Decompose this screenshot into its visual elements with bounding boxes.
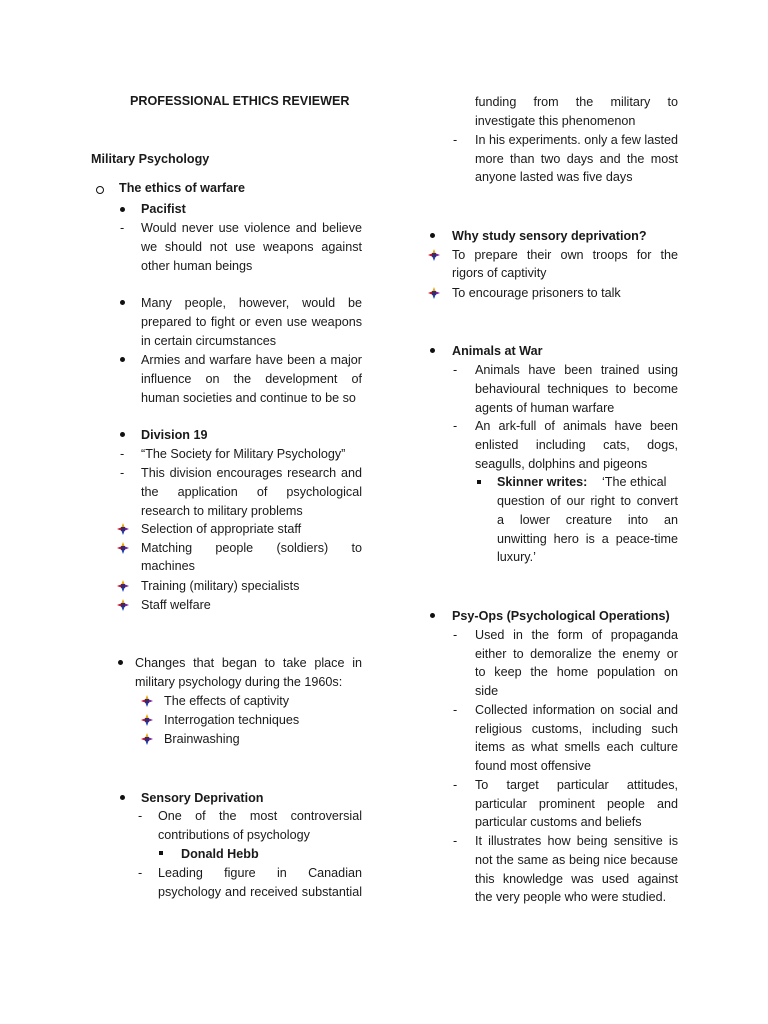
item-heading: Donald Hebb bbox=[181, 847, 259, 861]
text-line: question of our right to convert bbox=[497, 494, 678, 508]
bullet-icon bbox=[120, 432, 125, 437]
bullet-icon bbox=[430, 233, 435, 238]
circle-bullet-icon bbox=[96, 186, 104, 194]
dash-icon: - bbox=[453, 834, 458, 848]
dash-icon: - bbox=[120, 447, 125, 461]
text-line: this knowledge was used against bbox=[475, 872, 678, 886]
text-line: military psychology during the 1960s: bbox=[135, 675, 343, 689]
text-line: Would never use violence and believe bbox=[141, 221, 362, 235]
text-line: research to military problems bbox=[141, 504, 303, 518]
text-line: Collected information on social and bbox=[475, 703, 678, 717]
text-line: other human beings bbox=[141, 259, 253, 273]
text-line: found most offensive bbox=[475, 759, 591, 773]
list-item: Brainwashing bbox=[164, 732, 240, 746]
text-line: unwitting hero is a peace-time bbox=[497, 532, 678, 546]
dash-icon: - bbox=[453, 628, 458, 642]
text-line: enlisted including cats, dogs, bbox=[475, 438, 678, 452]
text-line: Leading figure in Canadian bbox=[158, 866, 362, 880]
text-line: more than two days and the most bbox=[475, 152, 678, 166]
dash-icon: - bbox=[138, 866, 143, 880]
item-heading: Psy-Ops (Psychological Operations) bbox=[452, 609, 670, 623]
text-line: particular prominent people and bbox=[475, 797, 678, 811]
text-line: It illustrates how being sensitive is bbox=[475, 834, 678, 848]
list-item: machines bbox=[141, 559, 195, 573]
dash-icon: - bbox=[453, 703, 458, 717]
text-line: to keep the home population on bbox=[475, 665, 678, 679]
text-line: agents of human warfare bbox=[475, 401, 615, 415]
text-line: in certain circumstances bbox=[141, 334, 277, 348]
text-line: In his experiments. only a few lasted bbox=[475, 133, 679, 147]
text-line: funding from the military to bbox=[475, 95, 678, 109]
item-heading: Pacifist bbox=[141, 202, 186, 216]
text-line: Many people, however, would be bbox=[141, 296, 362, 310]
subheading: The ethics of warfare bbox=[119, 181, 245, 195]
text-line: side bbox=[475, 684, 499, 698]
text-line: “The Society for Military Psychology” bbox=[141, 447, 346, 461]
arrow-bullet-icon bbox=[141, 695, 153, 707]
text-line: One of the most controversial bbox=[158, 809, 362, 823]
list-item: Training (military) specialists bbox=[141, 579, 300, 593]
text-line: behavioural techniques to become bbox=[475, 382, 678, 396]
arrow-bullet-icon bbox=[141, 733, 153, 745]
arrow-bullet-icon bbox=[141, 714, 153, 726]
text-line: luxury.’ bbox=[497, 550, 536, 564]
text-line: religious customs, including such bbox=[475, 722, 678, 736]
bullet-icon bbox=[120, 357, 125, 362]
arrow-bullet-icon bbox=[117, 542, 129, 554]
item-heading: Why study sensory deprivation? bbox=[452, 229, 647, 243]
text-line: not the same as being nice because bbox=[475, 853, 678, 867]
item-heading: Skinner writes: bbox=[497, 475, 588, 489]
list-item: Selection of appropriate staff bbox=[141, 522, 302, 536]
bullet-icon bbox=[118, 660, 123, 665]
text-line: An ark-full of animals have been bbox=[475, 419, 678, 433]
text-line: Animals have been trained using bbox=[475, 363, 678, 377]
text-line: ‘The ethical bbox=[602, 475, 667, 489]
text-line: contributions of psychology bbox=[158, 828, 310, 842]
bullet-icon bbox=[120, 795, 125, 800]
text-line: investigate this phenomenon bbox=[475, 114, 636, 128]
text-line: influence on the development of bbox=[141, 372, 362, 386]
text-line: prepared to fight or even use weapons bbox=[141, 315, 362, 329]
arrow-bullet-icon bbox=[428, 287, 440, 299]
text-line: Used in the form of propaganda bbox=[475, 628, 678, 642]
section-heading: Military Psychology bbox=[91, 152, 210, 166]
dash-icon: - bbox=[138, 809, 143, 823]
list-item: Interrogation techniques bbox=[164, 713, 300, 727]
document-title: PROFESSIONAL ETHICS REVIEWER bbox=[130, 94, 350, 108]
text-line: Changes that began to take place in bbox=[135, 656, 362, 670]
text-line: items as what smells each culture bbox=[475, 740, 678, 754]
arrow-bullet-icon bbox=[117, 523, 129, 535]
text-line: seagulls, dolphins and pigeons bbox=[475, 457, 648, 471]
text-line: the very people who were studied. bbox=[475, 890, 667, 904]
dash-icon: - bbox=[453, 133, 458, 147]
list-item: Staff welfare bbox=[141, 598, 211, 612]
text-line: either to demoralize the enemy or bbox=[475, 647, 678, 661]
item-heading: Animals at War bbox=[452, 344, 543, 358]
dash-icon: - bbox=[453, 778, 458, 792]
square-bullet-icon bbox=[477, 480, 481, 484]
text-line: Armies and warfare have been a major bbox=[141, 353, 362, 367]
bullet-icon bbox=[430, 613, 435, 618]
bullet-icon bbox=[430, 348, 435, 353]
bullet-icon bbox=[120, 300, 125, 305]
text-line: psychology and received substantial bbox=[158, 885, 362, 899]
text-line: anyone lasted was five days bbox=[475, 170, 633, 184]
list-item: To prepare their own troops for the bbox=[452, 248, 678, 262]
dash-icon: - bbox=[120, 221, 125, 235]
list-item: Matching people (soldiers) to bbox=[141, 541, 362, 555]
dash-icon: - bbox=[120, 466, 125, 480]
bullet-icon bbox=[120, 207, 125, 212]
square-bullet-icon bbox=[159, 851, 163, 855]
text-line: a lower creature into an bbox=[497, 513, 678, 527]
dash-icon: - bbox=[453, 363, 458, 377]
text-line: human societies and continue to be so bbox=[141, 391, 356, 405]
list-item: The effects of captivity bbox=[164, 694, 290, 708]
dash-icon: - bbox=[453, 419, 458, 433]
text-line: To target particular attitudes, bbox=[475, 778, 678, 792]
text-line: particular customs and beliefs bbox=[475, 815, 642, 829]
arrow-bullet-icon bbox=[117, 599, 129, 611]
list-item: rigors of captivity bbox=[452, 266, 547, 280]
text-line: we should not use weapons against bbox=[141, 240, 362, 254]
arrow-bullet-icon bbox=[117, 580, 129, 592]
item-heading: Sensory Deprivation bbox=[141, 791, 264, 805]
arrow-bullet-icon bbox=[428, 249, 440, 261]
text-line: the application of psychological bbox=[141, 485, 362, 499]
list-item: To encourage prisoners to talk bbox=[452, 286, 621, 300]
text-line: This division encourages research and bbox=[141, 466, 362, 480]
item-heading: Division 19 bbox=[141, 428, 208, 442]
